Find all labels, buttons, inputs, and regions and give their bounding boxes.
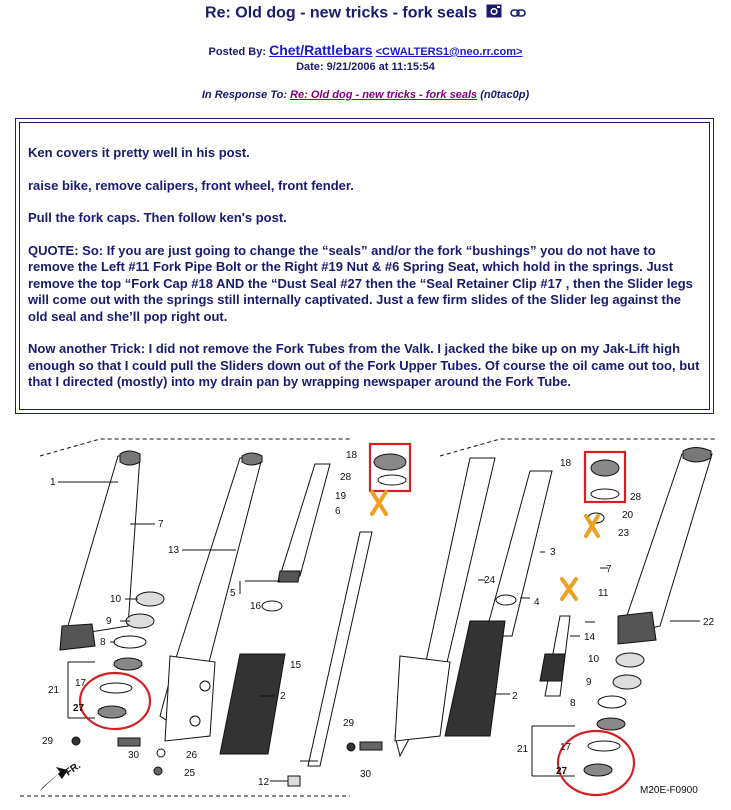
part-label: 5 — [230, 588, 236, 599]
part-label: 6 — [335, 506, 341, 517]
part-label: 4 — [534, 597, 540, 608]
author-email-link[interactable]: <CWALTERS1@neo.rr.com> — [375, 46, 523, 58]
post-paragraph: raise bike, remove calipers, front wheel, front fender. — [28, 177, 354, 193]
part-label: 13 — [168, 545, 180, 556]
part-label: 16 — [250, 601, 262, 612]
part-label: 25 — [184, 768, 196, 779]
part-label: 28 — [340, 472, 352, 483]
post-paragraph: Ken covers it pretty well in his post. — [28, 145, 250, 160]
part-label: 1 — [50, 477, 56, 488]
part-label: 10 — [110, 594, 122, 605]
part-label: 23 — [618, 528, 630, 539]
date-label: Date: — [296, 61, 324, 73]
posted-by-label: Posted By: — [208, 46, 267, 58]
author-link[interactable]: Chet/Rattlebars — [269, 42, 373, 58]
part-label: 21 — [48, 685, 60, 696]
post-date: 9/21/2006 at 11:15:54 — [326, 61, 435, 73]
part-label: 14 — [584, 632, 596, 643]
part-label: 24 — [484, 575, 496, 586]
part-label: 2 — [280, 691, 286, 702]
part-label: 22 — [703, 617, 715, 628]
part-label: 20 — [622, 510, 634, 521]
post-title-row — [0, 4, 731, 23]
link-icon[interactable] — [510, 5, 526, 23]
part-label: 11 — [598, 588, 609, 599]
part-label: 12 — [258, 777, 270, 788]
post-title: Re: Old dog - new tricks - fork seals — [205, 4, 478, 22]
part-label: 27 — [556, 766, 568, 777]
part-label: 30 — [360, 769, 372, 780]
part-label: 30 — [128, 750, 140, 761]
part-label: 28 — [630, 492, 642, 503]
post-paragraph: QUOTE: So: If you are just going to change the “seals” and/or the fork “bushings” you do not have to remove the Left #11 Fork Pipe Bolt or the Right #19 Nut & #6 Spring Seat, which hold in the springs. Just remove the top “Fork Cap #18 AND the “Dust Seal #27 then the “Seal Retainer Clip #17 , then the Slider legs will come out with the springs still internally captivated. Just a few firm slides of the Slider leg against the old seal and she’ll pop right out. — [28, 242, 693, 324]
diagram-code: M20E-F0900 — [640, 785, 698, 796]
part-label: 29 — [42, 736, 54, 747]
part-label: 9 — [106, 616, 112, 627]
part-label: 3 — [550, 547, 556, 558]
part-label: 21 — [517, 744, 529, 755]
part-label: 29 — [343, 718, 355, 729]
in-response-row — [0, 89, 731, 101]
part-label: 17 — [75, 678, 87, 689]
fork-parts-diagram — [0, 436, 731, 810]
part-label: 27 — [73, 703, 85, 714]
in-response-author: (n0tac0p) — [480, 89, 530, 101]
part-label: 15 — [290, 660, 302, 671]
post-body-box — [15, 118, 714, 414]
post-paragraph: Pull the fork caps. Then follow ken's post. — [28, 210, 287, 225]
part-label: 10 — [588, 654, 600, 665]
part-label: 7 — [158, 519, 164, 530]
post-body — [19, 122, 710, 410]
part-label: 2 — [512, 691, 518, 702]
part-label: 9 — [586, 677, 592, 688]
camera-icon[interactable] — [486, 4, 502, 23]
post-paragraph: Now another Trick: I did not remove the Fork Tubes from the Valk. I jacked the bike up on my Jak-Lift high enough so that I could pull the Sliders down out of the Fork Upper Tubes. Of course the oil came out too, but that I directed (mostly) into my drain pan by wrapping newspaper around the Fork Tube. — [28, 341, 700, 389]
post-meta — [0, 43, 731, 75]
part-label: 17 — [560, 742, 572, 753]
part-label: 8 — [570, 698, 576, 709]
part-label: 7 — [606, 564, 612, 575]
part-label: 18 — [560, 458, 572, 469]
part-label: 26 — [186, 750, 198, 761]
part-label: 19 — [335, 491, 347, 502]
in-response-link[interactable]: Re: Old dog - new tricks - fork seals — [290, 89, 478, 101]
part-label: 18 — [346, 450, 358, 461]
part-label: 8 — [100, 637, 106, 648]
highlight-marks — [80, 444, 634, 795]
in-response-label: In Response To: — [201, 89, 288, 101]
front-arrow — [40, 760, 83, 791]
front-label: FR. — [63, 760, 83, 779]
